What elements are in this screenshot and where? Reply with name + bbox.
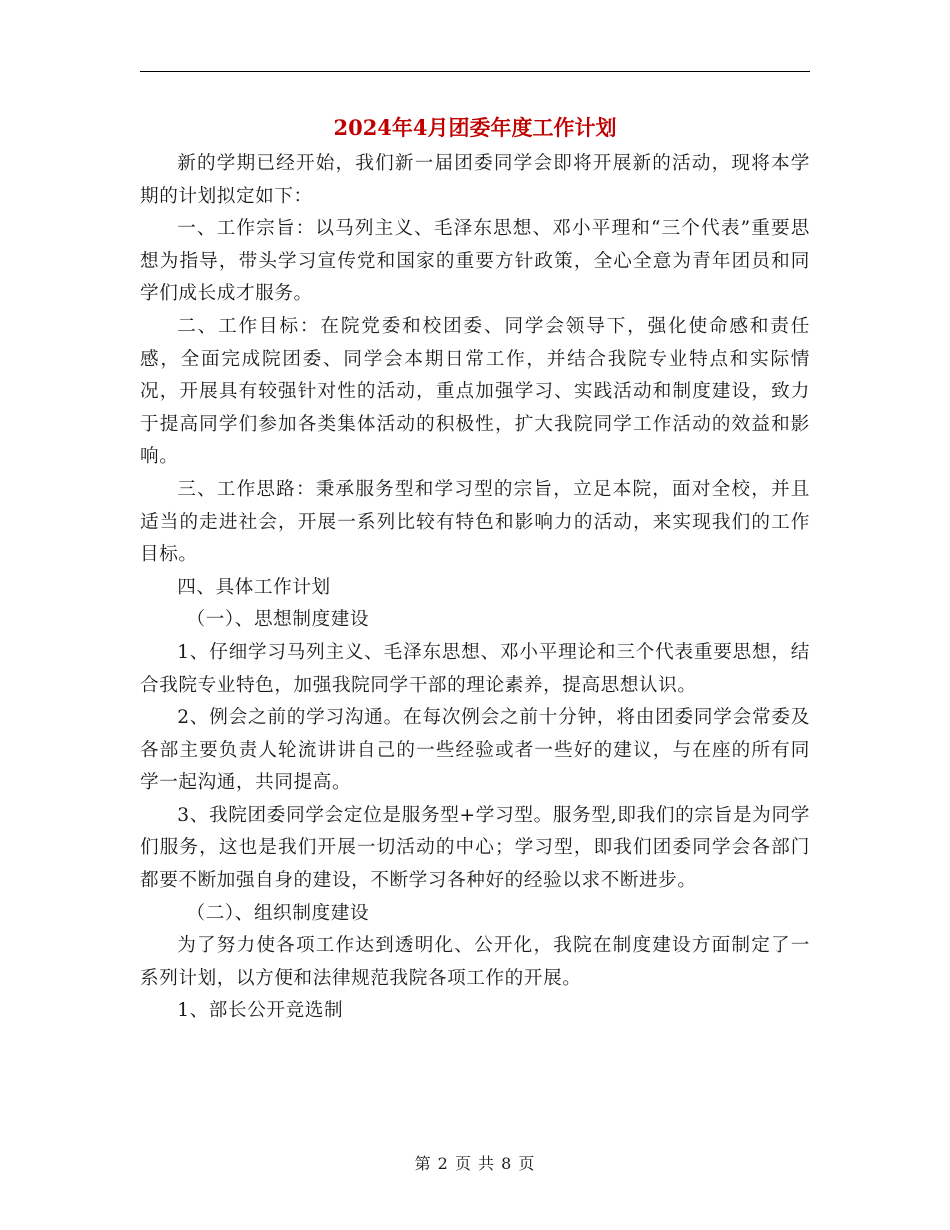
subsection-heading-organization: （二）、组织制度建设 <box>186 902 370 924</box>
paragraph-approach: 三、工作思路：秉承服务型和学习型的宗旨，立足本院，面对全校，并且适当的走进社会，开展一系列比较有特色和影响力的活动，来实现我们的工作目标。 <box>140 478 810 566</box>
paragraph-intro: 新的学期已经开始，我们新一届团委同学会即将开展新的活动，现将本学期的计划拟定如下： <box>140 153 810 207</box>
document-body <box>140 148 810 1028</box>
document-title: 2024年4月团委年度工作计划 <box>333 115 617 140</box>
paragraph-purpose: 一、工作宗旨：以马列主义、毛泽东思想、邓小平理和“三个代表”重要思想为指导，带头学习宣传党和国家的重要方针政策，全心全意为青年团员和同学们成长成才服务。 <box>140 218 810 305</box>
page-number: 第 2 页 共 8 页 <box>414 1154 536 1173</box>
header-rule <box>140 71 810 72</box>
paragraph-item-3: 3、我院团委同学会定位是服务型+学习型。服务型,即我们的宗旨是为同学们服务，这也是我们开展一切活动的中心；学习型，即我们团委同学会各部门都要不断加强自身的建设，不断学习各种好的经验以求不断进步。 <box>140 804 810 892</box>
paragraph-organization: 为了努力使各项工作达到透明化、公开化，我院在制度建设方面制定了一系列计划，以方便和法律规范我院各项工作的开展。 <box>140 935 810 989</box>
paragraph-item-2: 2、例会之前的学习沟通。在每次例会之前十分钟，将由团委同学会常委及各部主要负责人轮流讲讲自己的一些经验或者一些好的建议，与在座的所有同学一起沟通，共同提高。 <box>140 707 810 794</box>
paragraph-item-election: 1、部长公开竞选制 <box>177 1000 344 1022</box>
subsection-heading-ideology: （一）、思想制度建设 <box>186 609 370 631</box>
paragraph-item-1: 1、仔细学习马列主义、毛泽东思想、邓小平理论和三个代表重要思想，结合我院专业特色，加强我院同学干部的理论素养，提高思想认识。 <box>140 641 810 696</box>
paragraph-goal: 二、工作目标：在院党委和校团委、同学会领导下，强化使命感和责任感，全面完成院团委、同学会本期日常工作，并结合我院专业特点和实际情况，开展具有较强针对性的活动，重点加强学习、实践活动和制度建设，致力于提高同学们参加各类集体活动的积极性，扩大我院同学工作活动的效益和影响。 <box>140 315 810 468</box>
section-heading-plan: 四、具体工作计划 <box>177 576 331 598</box>
